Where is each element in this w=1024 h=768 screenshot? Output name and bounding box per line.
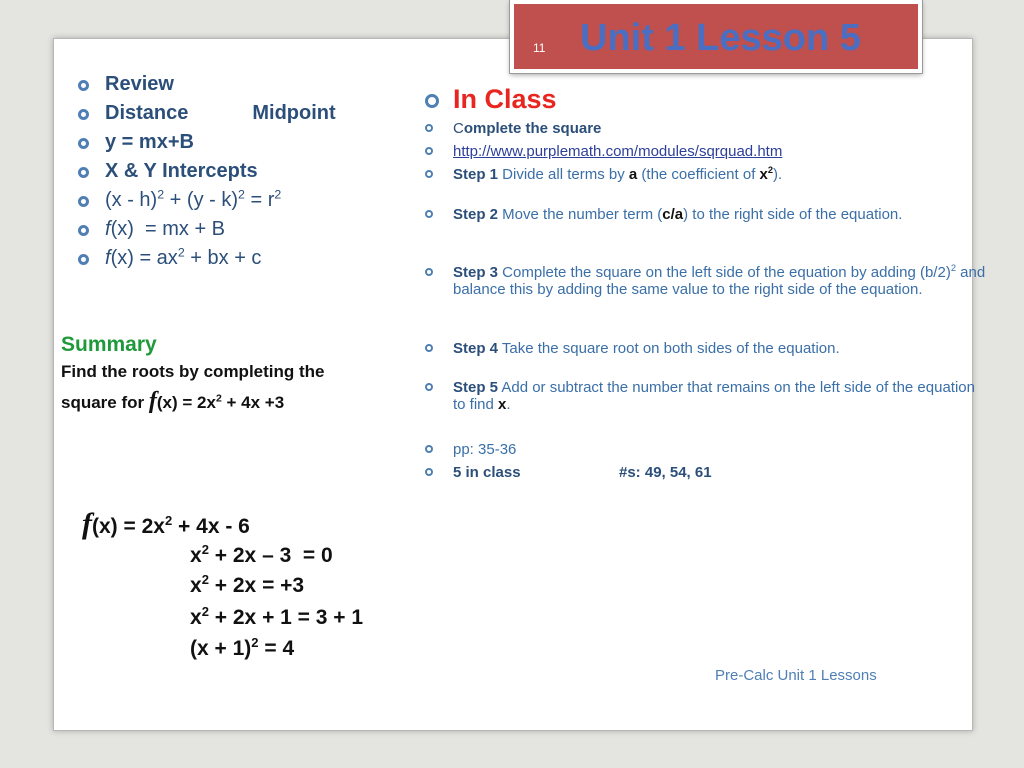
list-item-in-class-problems	[425, 464, 988, 481]
bullet-icon	[425, 383, 433, 391]
list-item-step-2: Step 2 Move the number term (c/a) to the right side of the equation.	[425, 206, 988, 223]
list-item-step-5: Step 5 Add or subtract the number that remains on the left side of the equation to find x.	[425, 379, 988, 413]
bullet-icon	[425, 210, 433, 218]
pages-text: pp: 35-36	[453, 441, 517, 458]
bullet-icon	[425, 170, 433, 178]
list-item-step-3: Step 3 Complete the square on the left side of the equation by adding $(b/2)^2$ and balance this by adding the same value to the right side of the equation.	[425, 264, 988, 298]
list-item-reference-link	[425, 143, 988, 160]
title-banner	[510, 0, 922, 73]
step-5-label: Step 5	[453, 379, 499, 396]
quadratic-function: $f(x) = ax^2$ + bx + c	[105, 245, 262, 269]
summary-prompt-line1: Find the roots by completing the	[61, 362, 325, 381]
list-item-slope-intercept	[78, 128, 336, 157]
list-item-distance-midpoint	[78, 99, 336, 128]
bullet-icon	[78, 80, 89, 91]
review-label: Review	[105, 73, 174, 95]
purplemath-link[interactable]: http://www.purplemath.com/modules/sqrquad.htm	[453, 143, 783, 160]
in-class-heading: In Class	[453, 84, 557, 114]
step-3-label: Step 3	[453, 264, 499, 281]
bullet-icon	[78, 225, 89, 236]
summary-heading: Summary	[61, 333, 157, 356]
in-class-count: 5 in class	[453, 464, 521, 481]
intercepts-label: X & Y Intercepts	[105, 160, 258, 182]
step-2-label: Step 2	[453, 206, 499, 223]
bullet-icon	[425, 468, 433, 476]
work-line-3: $x^2 + 2x = +3$	[190, 572, 305, 597]
summary-prompt-line2: square for $f(x) = 2x^2 + 4x +3$	[61, 388, 285, 414]
bullet-icon	[425, 94, 439, 108]
bullet-icon	[78, 196, 89, 207]
linear-function: f(x) = mx + B	[105, 218, 226, 240]
list-item-intercepts	[78, 157, 336, 186]
work-line-1: $f(x) = 2x^2 + 4x - 6$	[82, 507, 250, 540]
list-item-complete-square	[425, 120, 988, 137]
bullet-icon	[425, 147, 433, 155]
distance-label: Distance	[105, 102, 189, 124]
bullet-icon	[78, 254, 89, 265]
slide-title: Unit 1 Lesson 5	[580, 17, 861, 59]
bullet-icon	[425, 268, 433, 276]
complete-square-label: Complete the square	[453, 120, 602, 137]
work-line-5: $(x + 1)^2 = 4$	[190, 635, 295, 660]
list-item-step-4: Step 4 Take the square root on both sides of the equation.	[425, 340, 988, 357]
list-item-review	[78, 70, 336, 99]
list-item-circle-equation	[78, 186, 336, 215]
bullet-icon	[425, 445, 433, 453]
bullet-icon	[78, 109, 89, 120]
circle-equation: $(x - h)^2 + (y - k)^2 = r^2$	[105, 187, 282, 211]
list-item-step-1: Step 1 Divide all terms by a (the coefficient of $x^2$).	[425, 166, 988, 183]
review-topics-list	[78, 70, 336, 273]
bullet-icon	[78, 138, 89, 149]
work-line-4: $x^2 + 2x + 1 = 3 + 1$	[190, 604, 364, 629]
midpoint-label: Midpoint	[252, 102, 336, 124]
bullet-icon	[425, 344, 433, 352]
list-item-pages	[425, 441, 988, 458]
step-4-label: Step 4	[453, 340, 499, 357]
bullet-icon	[78, 167, 89, 178]
work-line-2: $x^2 + 2x - 3 = 0$	[190, 542, 333, 567]
list-item-linear-function	[78, 215, 336, 244]
in-class-item	[425, 84, 557, 115]
step-1-label: Step 1	[453, 166, 499, 183]
slope-intercept-label: y = mx+B	[105, 131, 194, 153]
slide-number: 11	[533, 41, 546, 55]
slide-footer: Pre-Calc Unit 1 Lessons	[715, 667, 877, 684]
bullet-icon	[425, 124, 433, 132]
list-item-quadratic-function	[78, 244, 336, 273]
problem-numbers: #s: 49, 54, 61	[619, 464, 712, 481]
